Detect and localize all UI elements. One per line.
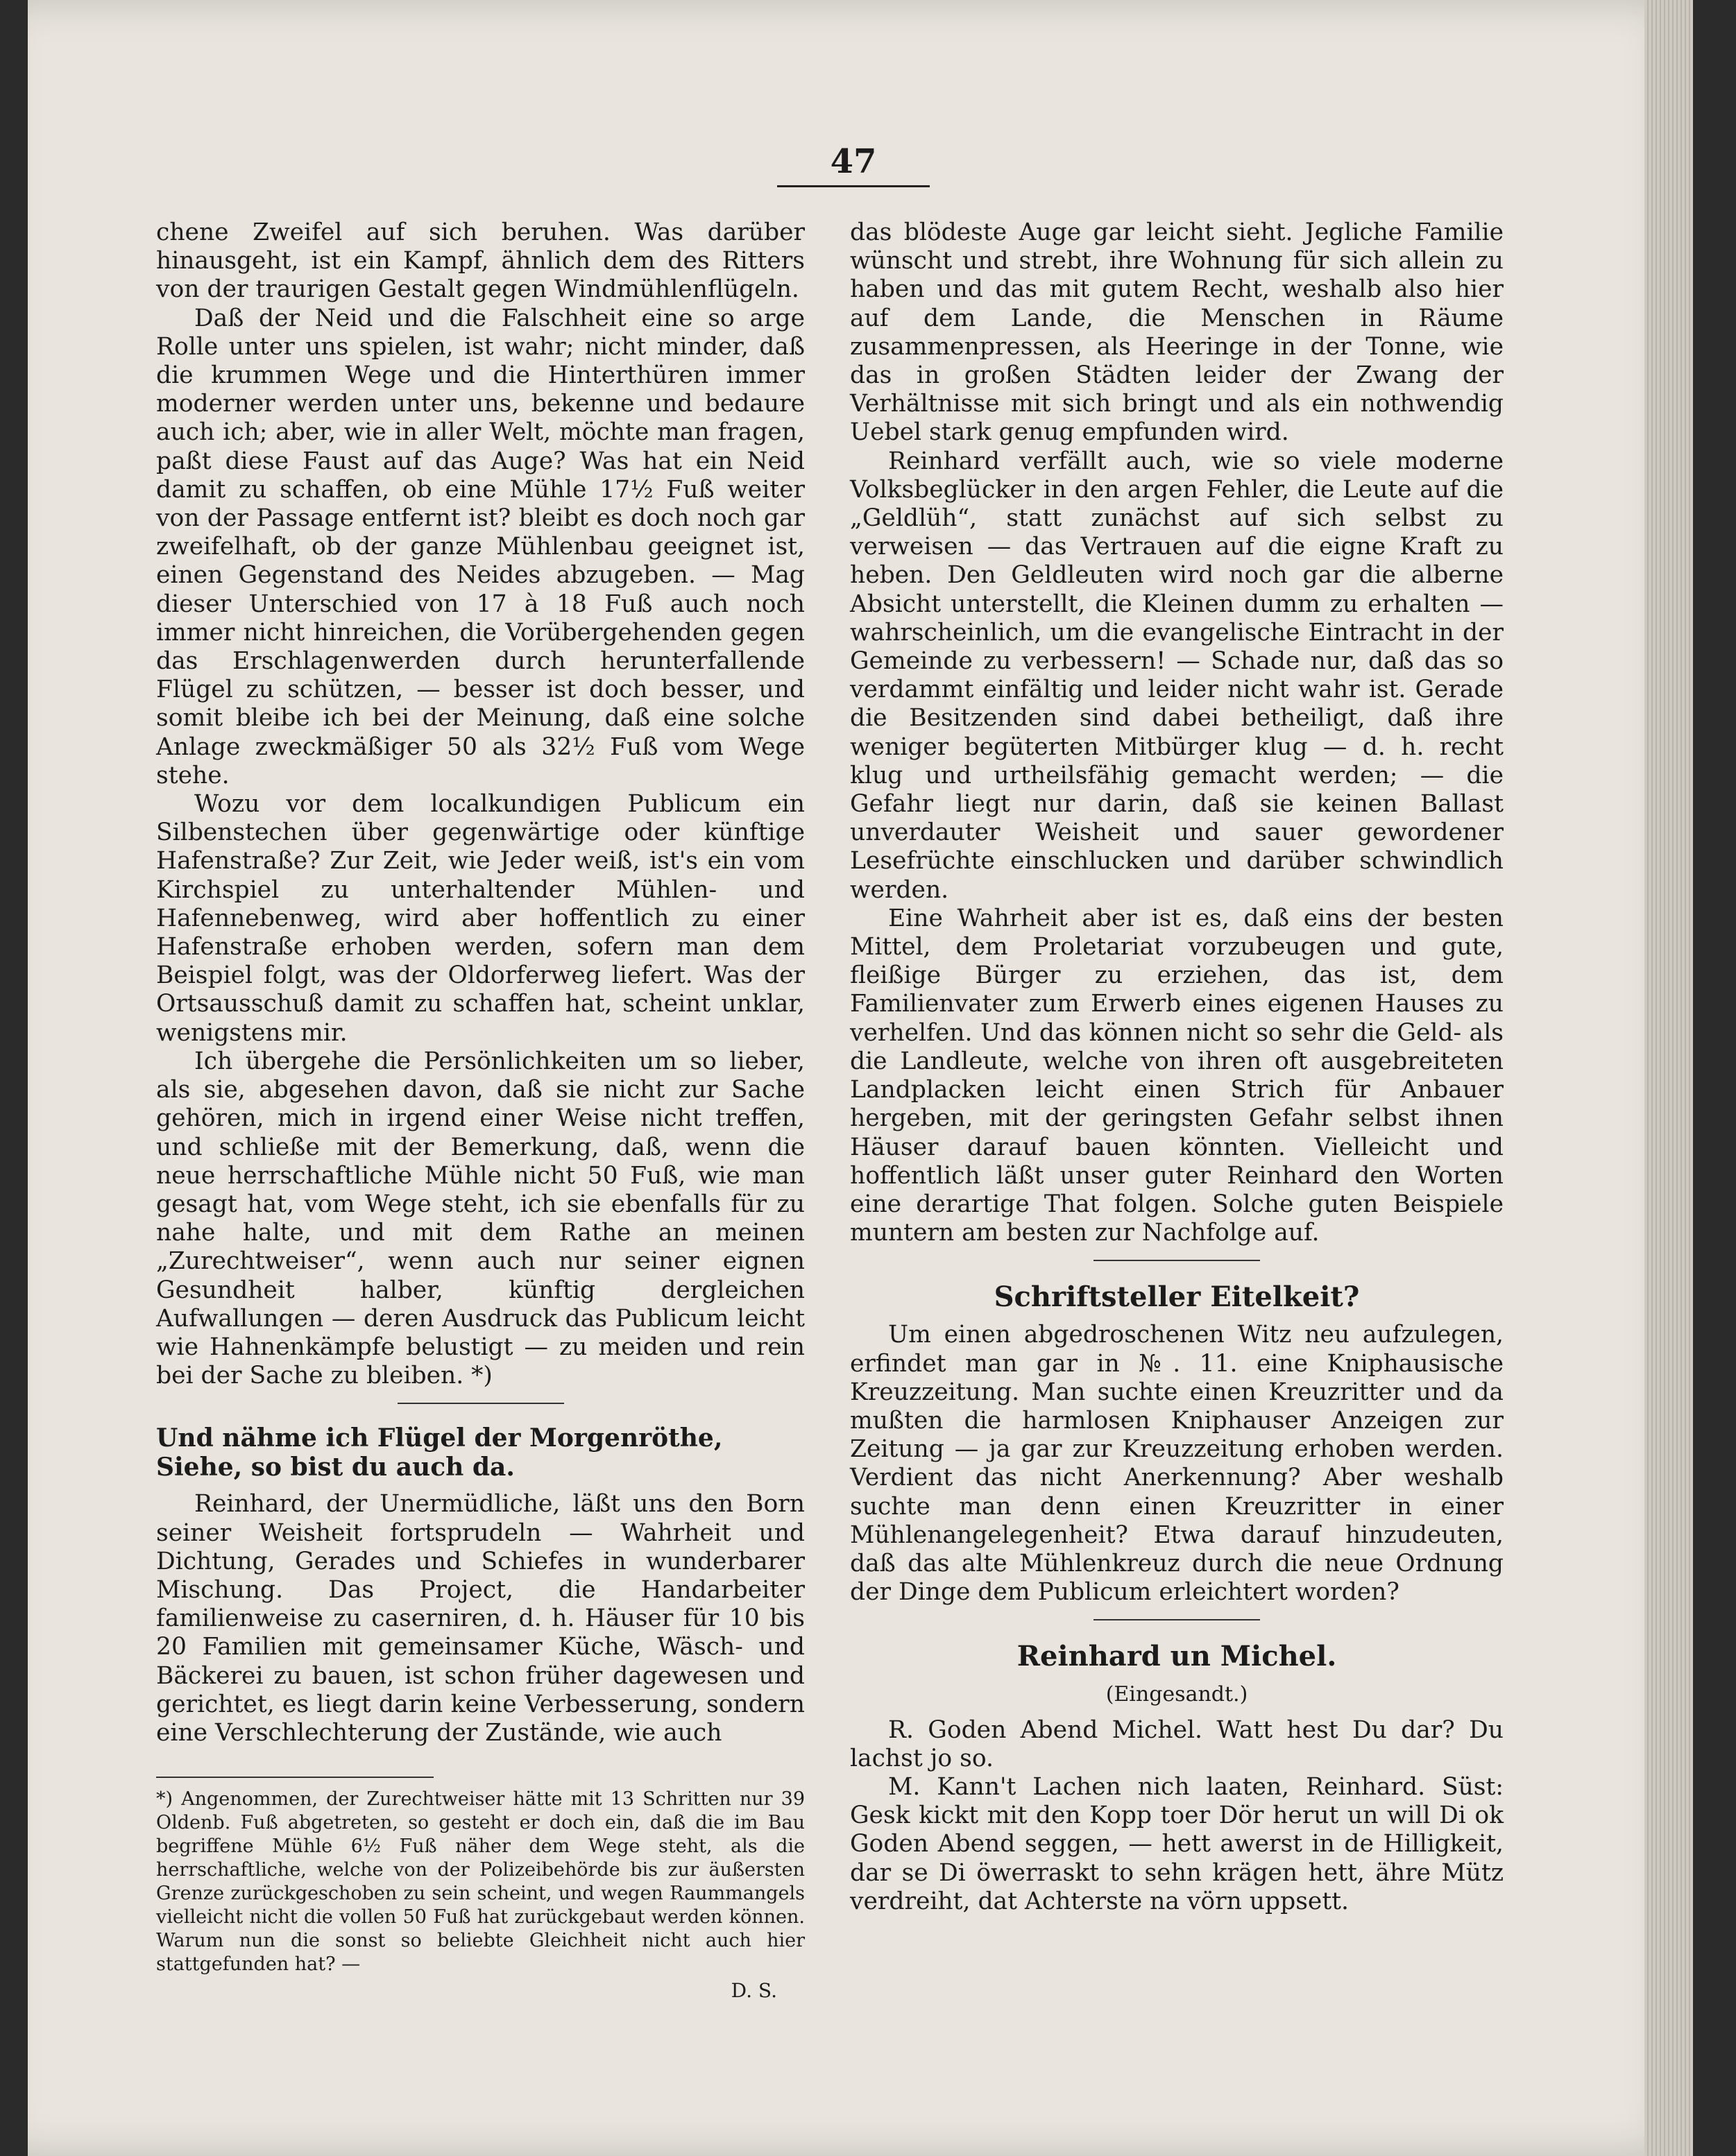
paragraph: Reinhard verfällt auch, wie so viele moderne Volksbeglücker in den argen Fehler, die Leute auf die „Geldlüh“, statt zunächst auf sich selbst zu verweisen — das Vertrauen auf die eigne Kraft zu heben. Den Geldleuten wird noch gar die alberne Absicht unterstellt, die Kleinen dumm zu erhalten — wahrscheinlich, um die evangelische Eintracht in der Gemeinde zu verbessern! — Schade nur, daß das so verdammt einfältig und leider nicht wahr ist. Gerade die Besitzenden sind dabei betheiligt, daß ihre weniger begüterten Mitbürger klug — d. h. recht klug und urtheilsfähig gemacht werden; — die Gefahr liegt nur darin, daß sie keinen Ballast unverdauter Weisheit und sauer gewordener Lesefrüchte einschlucken und darüber schwindlich werden. (850, 447, 1504, 904)
paragraph: Ich übergehe die Persönlichkeiten um so lieber, als sie, abgesehen davon, daß sie nicht zur Sache gehören, mich in irgend einer Weise nicht treffen, und schließe mit der Bemerkung, daß, wenn die neue herrschaftliche Mühle nicht 50 Fuß, wie man gesagt hat, vom Wege steht, ich sie ebenfalls für zu nahe halte, und mit dem Rathe an meinen „Zurechtweiser“, wenn auch nur seiner eignen Gesundheit halber, künftig dergleichen Aufwallungen — deren Ausdruck das Publicum leicht wie Hahnenkämpfe belustigt — zu meiden und rein bei der Sache zu bleiben. *) (156, 1047, 805, 1390)
paragraph: Reinhard, der Unermüdliche, läßt uns den Born seiner Weisheit fortsprudeln — Wahrheit und Dichtung, Gerades und Schiefes in wunderbarer Mischung. Das Project, die Handarbeiter familienweise zu caserniren, d. h. Häuser für 10 bis 20 Familien mit gemeinsamer Küche, Wäsch- und Bäckerei zu bauen, ist schon früher dagewesen und gerichtet, es liegt darin keine Verbesserung, sondern eine Verschlechterung der Zustände, wie auch (156, 1490, 805, 1747)
divider (1093, 1619, 1260, 1620)
left-column (156, 219, 805, 2005)
footnote-divider (156, 1777, 434, 1778)
page-edges (1644, 0, 1693, 2156)
paragraph: M. Kann't Lachen nich laaten, Reinhard. Süst: Gesk kickt mit den Kopp toer Dör herut un will Di ok Goden Abend seggen, — hett awerst in de Hilligkeit, dar se Di öwerraskt to sehn krägen hett, ähre Mütz verdreiht, dat Achterste na vörn uppsett. (850, 1772, 1504, 1915)
paragraph: Daß der Neid und die Falschheit eine so arge Rolle unter uns spielen, ist wahr; nicht minder, daß die krummen Wege und die Hinterthüren immer moderner werden unter uns, bekenne und bedaure auch ich; aber, wie in aller Welt, möchte man fragen, paßt diese Faust auf das Auge? Was hat ein Neid damit zu schaffen, ob eine Mühle 17½ Fuß weiter von der Passage entfernt ist? bleibt es doch noch gar zweifelhaft, ob der ganze Mühlenbau geeignet ist, einen Gegenstand des Neides abzugeben. — Mag dieser Unterschied von 17 à 18 Fuß auch noch immer nicht hinreichen, die Vorübergehenden gegen das Erschlagenwerden durch herunterfallende Flügel zu schützen, — besser ist doch besser, und somit bleibe ich bei der Meinung, daß eine solche Anlage zweckmäßiger 50 als 32½ Fuß vom Wege stehe. (156, 304, 805, 789)
divider (1093, 1260, 1260, 1261)
footnote: *) Angenommen, der Zurechtweiser hätte mit 13 Schritten nur 39 Oldenb. Fuß abgetreten, so gesteht er doch ein, daß die im Bau begriffene Mühle 6½ Fuß näher dem Wege steht, als die herrschaftliche, welche von der Polizeibehörde bis zur äußersten Grenze zurückgeschoben zu sein scheint, und wegen Raummangels vielleicht nicht die vollen 50 Fuß hat zurückgebaut werden können. Warum nun die sonst so beliebte Gleichheit nicht auch hier stattgefunden hat? — (156, 1788, 805, 1976)
paragraph: R. Goden Abend Michel. Watt hest Du dar? Du lachst jo so. (850, 1716, 1504, 1772)
paragraph: Wozu vor dem localkundigen Publicum ein Silbenstechen über gegenwärtige oder künftige Hafenstraße? Zur Zeit, wie Jeder weiß, ist's ein vom Kirchspiel zu unterhaltender Mühlen- und Hafennebenweg, wird aber hoffentlich zu einer Hafenstraße erhoben werden, sofern man dem Beispiel folgt, was der Oldorferweg liefert. Was der Ortsausschuß damit zu schaffen hat, scheint unklar, wenigstens mir. (156, 790, 805, 1047)
paragraph: das blödeste Auge gar leicht sieht. Jegliche Familie wünscht und strebt, ihre Wohnung für sich allein zu haben und das mit gutem Recht, weshalb also hier auf dem Lande, die Menschen in Räume zusammenpressen, als Heeringe in der Tonne, wie das in großen Städten leider der Zwang der Verhältnisse mit sich bringt und als ein nothwendig Uebel stark genug empfunden wird. (850, 219, 1504, 447)
section-subheading: (Eingesandt.) (1105, 1682, 1248, 1707)
right-column (850, 219, 1504, 1916)
paragraph: Eine Wahrheit aber ist es, daß eins der besten Mittel, dem Proletariat vorzubeugen und gute, fleißige Bürger zu erziehen, das ist, dem Familienvater zum Erwerb eines eigenen Hauses zu verhelfen. Und das können nicht so sehr die Geld- als die Landleute, welche von ihren oft ausgebreiteten Landplacken leicht einen Strich für Anbauer hergeben, mit der geringsten Gefahr selbst ihnen Häuser darauf bauen könnten. Vielleicht und hoffentlich läßt unser guter Reinhard den Worten eine derartige That folgen. Solche guten Beispiele muntern am besten zur Nachfolge auf. (850, 904, 1504, 1247)
article-heading: Und nähme ich Flügel der Morgenröthe, Siehe, so bist du auch da. (156, 1423, 723, 1482)
footnote-signature: D. S. (731, 1979, 777, 2003)
section-heading: Schriftsteller Eitelkeit? (994, 1281, 1360, 1314)
page-number: 47 (777, 142, 930, 187)
section-heading: Reinhard un Michel. (1016, 1640, 1337, 1673)
paragraph: chene Zweifel auf sich beruhen. Was darüber hinausgeht, ist ein Kampf, ähnlich dem des Ritters von der traurigen Gestalt gegen Windmühlenflügeln. (156, 219, 805, 304)
newspaper-page (28, 0, 1693, 2156)
divider (398, 1403, 564, 1404)
paragraph: Um einen abgedroschenen Witz neu aufzulegen, erfindet man gar in №. 11. eine Kniphausische Kreuzzeitung. Man suchte einen Kreuzritter und da mußten die harmlosen Kniphauser Anzeigen zur Zeitung — ja gar zur Kreuzzeitung erhoben werden. Verdient das nicht Anerkennung? Aber weshalb suchte man denn einen Kreuzritter in einer Mühlenangelegenheit? Etwa darauf hinzudeuten, daß das alte Mühlenkreuz durch die neue Ordnung der Dinge dem Publicum erleichtert worden? (850, 1321, 1504, 1607)
